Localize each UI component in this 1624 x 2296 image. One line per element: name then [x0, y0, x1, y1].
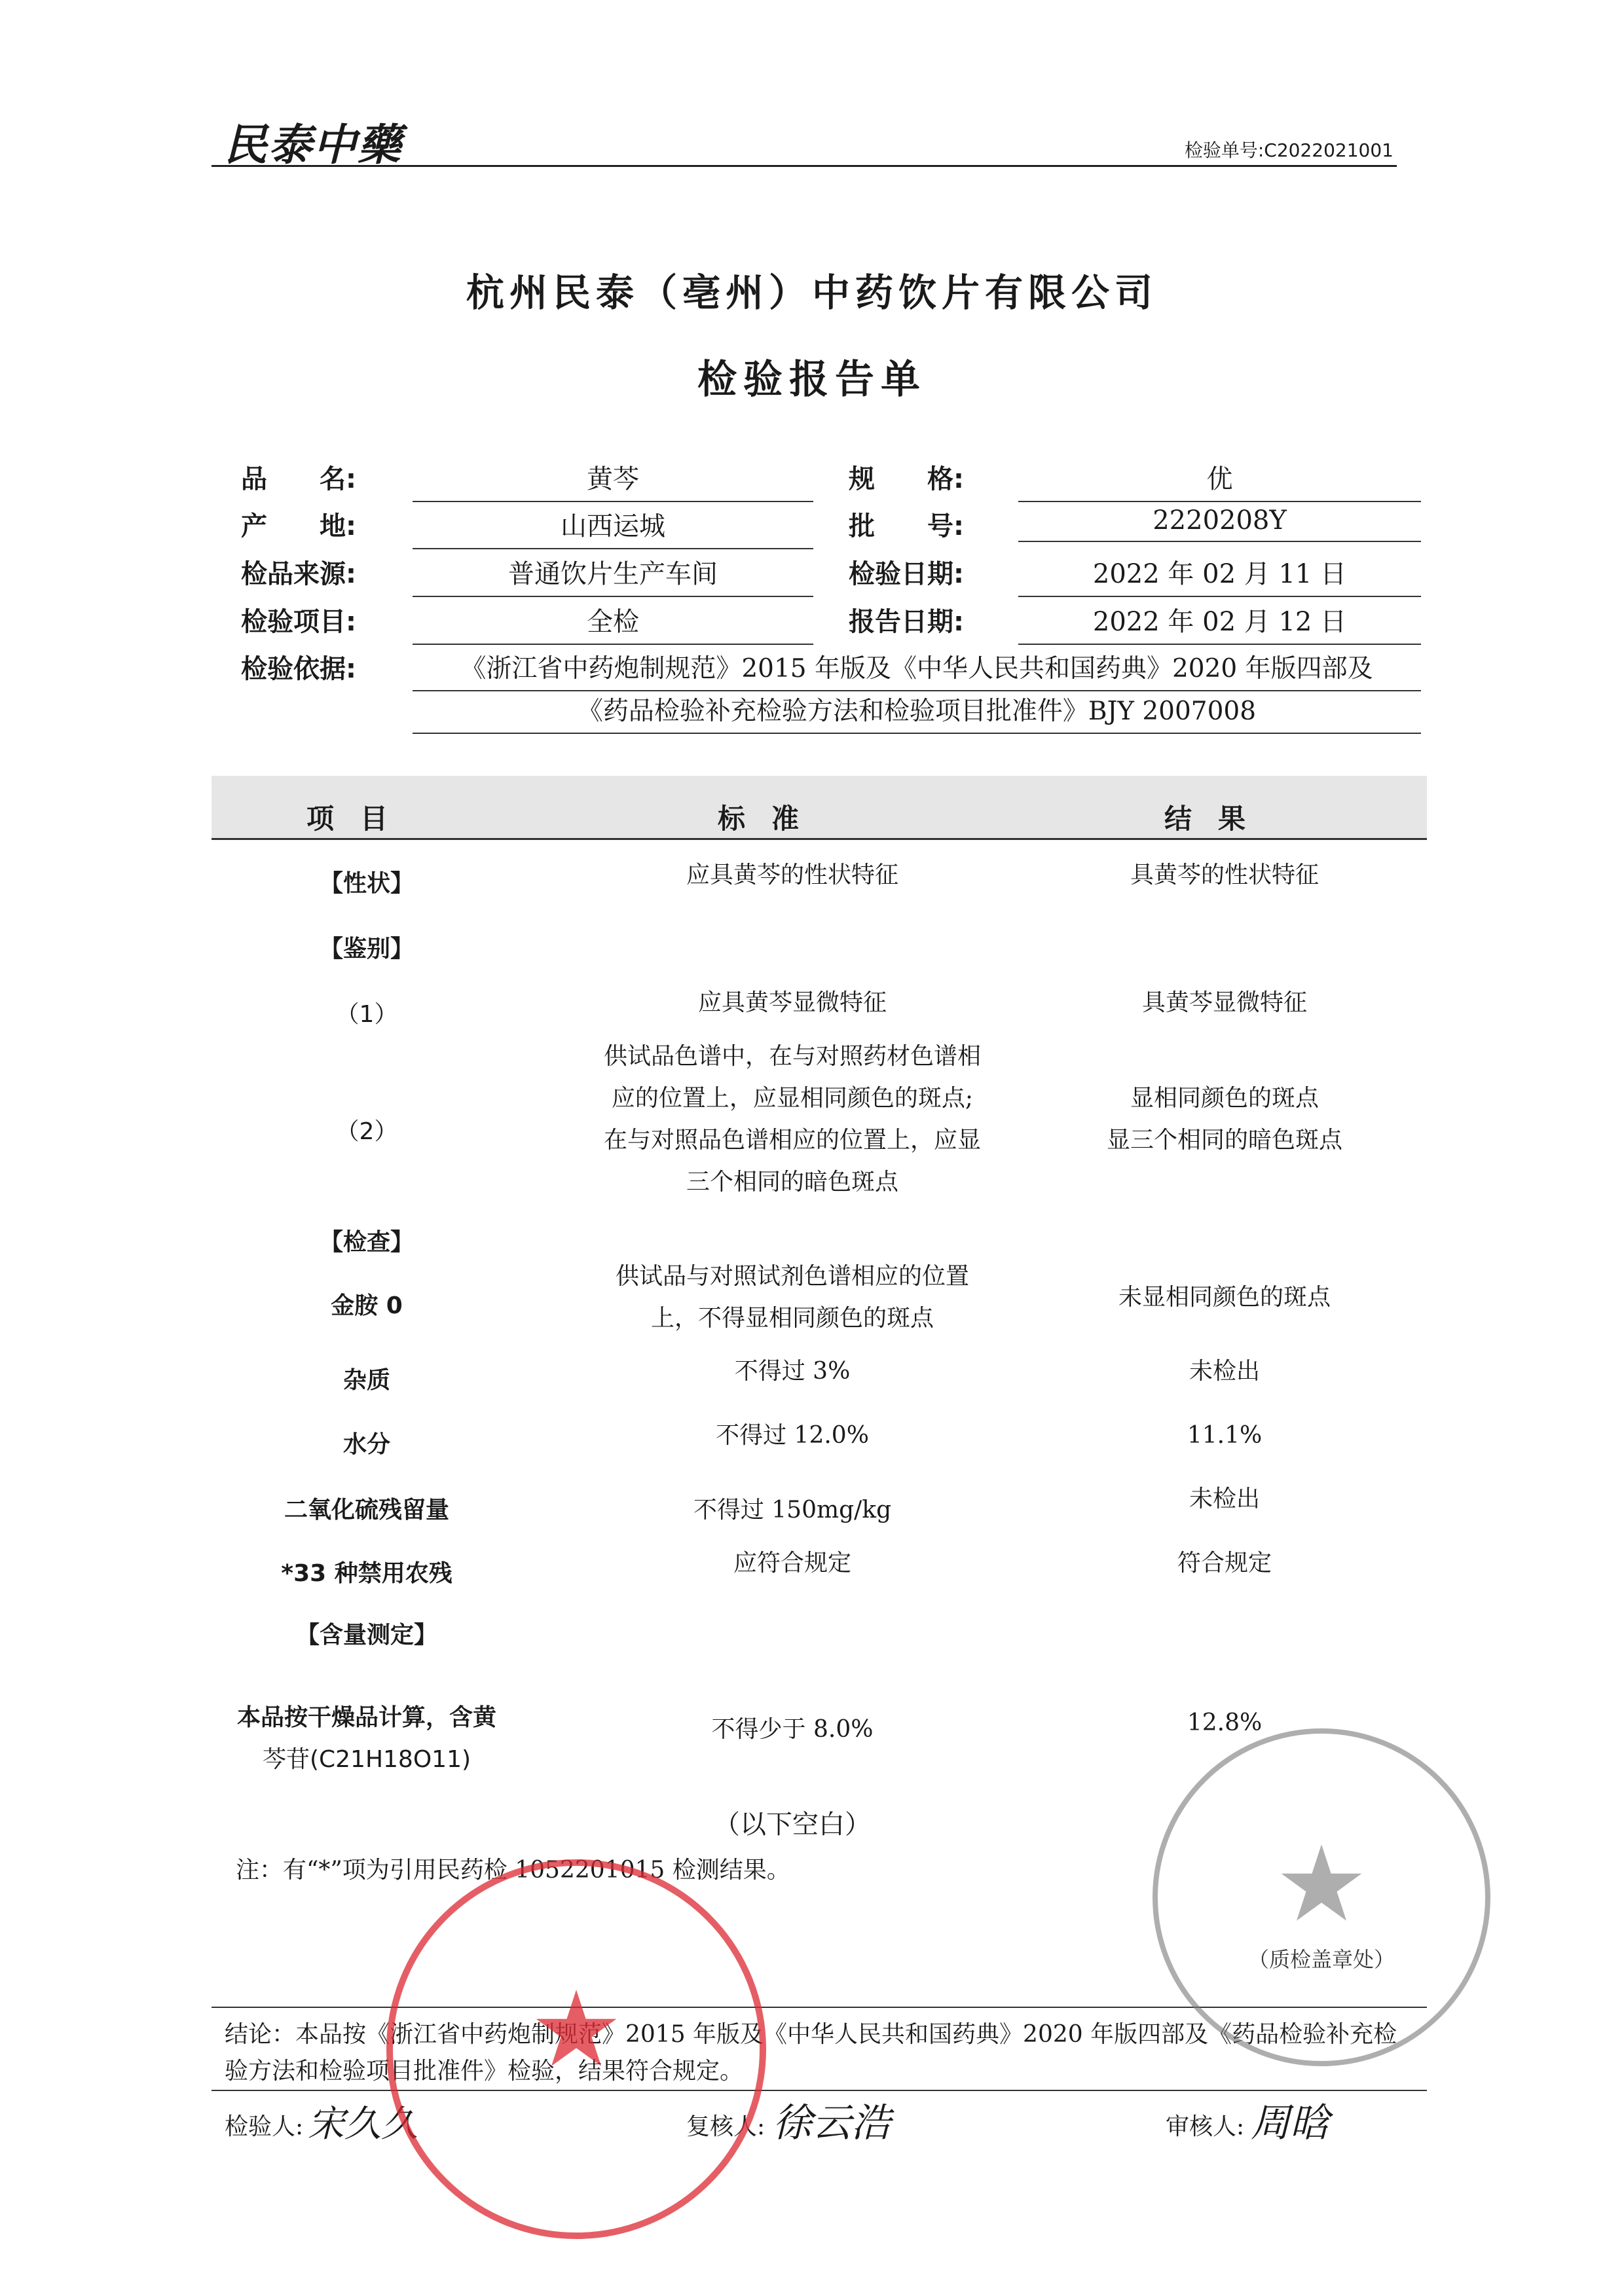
- row-jinan-result: 未显相同颜色的斑点: [1118, 1284, 1331, 1311]
- inspector-signature: 宋久久: [308, 2103, 418, 2145]
- row-baicalin-result: 12.8%: [1187, 1709, 1263, 1736]
- row-nongcan-result: 符合规定: [1177, 1550, 1272, 1576]
- row-jb2-result-2: 显三个相同的暗色斑点: [1106, 1127, 1342, 1154]
- basis-label: 检验依据:: [241, 654, 356, 684]
- conclusion-line-1: 结论：本品按《浙江省中药炮制规范》2015 年版及《中华人民共和国药典》2020 年版四部及《药品检验补充检: [225, 2021, 1397, 2048]
- row-xingzhuang-result: 具黄芩的性状特征: [1130, 862, 1319, 888]
- report-title: 检验报告单: [697, 357, 927, 403]
- row-zazhi-standard: 不得过 3%: [734, 1358, 851, 1385]
- row-so2-item: 二氧化硫残留量: [284, 1497, 449, 1523]
- row-jb2-result-1: 显相同颜色的斑点: [1130, 1085, 1319, 1112]
- inspection-seal: [1153, 1728, 1490, 2066]
- seal-inner-text: （质检盖章处）: [1247, 1947, 1395, 1972]
- row-jiancha-section: 【检查】: [319, 1229, 414, 1256]
- row-baicalin-standard: 不得少于 8.0%: [711, 1716, 874, 1743]
- row-baicalin-item-2: 芩苷(C21H18O11): [262, 1746, 471, 1773]
- row-jb2-item: （2）: [335, 1118, 398, 1145]
- row-jianbie-section: 【鉴别】: [319, 936, 414, 962]
- inspector-label: 检验人:: [225, 2113, 304, 2140]
- origin-label: 产 地:: [241, 511, 356, 541]
- seal-star-icon: ★: [1274, 1823, 1369, 1945]
- row-xingzhuang-item: 【性状】: [319, 870, 414, 897]
- report-date-value: 2022 年 02 月 12 日: [1018, 601, 1421, 645]
- row-shuifen-item: 水分: [342, 1431, 390, 1458]
- row-nongcan-standard: 应符合规定: [733, 1550, 851, 1576]
- row-jb2-standard-3: 在与对照品色谱相应的位置上，应显: [603, 1127, 981, 1154]
- col-header-item: 项目: [306, 803, 415, 835]
- conclusion-line-2: 验方法和检验项目批准件》检验，结果符合规定。: [225, 2058, 744, 2085]
- reviewer-signature: 徐云浩: [773, 2100, 891, 2146]
- footnote: 注：有“*”项为引用民药检 1052201015 检测结果。: [236, 1857, 790, 1884]
- row-jb2-standard-2: 应的位置上，应显相同颜色的斑点;: [611, 1085, 974, 1112]
- batch-value: 2220208Y: [1018, 505, 1421, 542]
- row-jb2-standard-4: 三个相同的暗色斑点: [686, 1169, 898, 1195]
- row-hanliang-section: 【含量测定】: [295, 1622, 437, 1649]
- row-jb1-standard: 应具黄芩显微特征: [697, 989, 887, 1016]
- spec-value: 优: [1018, 458, 1421, 502]
- row-jb2-standard-1: 供试品色谱中，在与对照药材色谱相: [603, 1043, 981, 1070]
- row-jb1-item: （1）: [335, 1001, 398, 1028]
- doc-number: 检验单号:C2022021001: [1184, 139, 1393, 161]
- report-date-label: 报告日期:: [849, 607, 964, 637]
- company-logo: 民泰中藥: [224, 119, 402, 170]
- row-jinan-item: 金胺 0: [331, 1292, 403, 1319]
- row-shuifen-standard: 不得过 12.0%: [716, 1422, 869, 1449]
- row-jb1-result: 具黄芩显微特征: [1141, 989, 1307, 1016]
- name-label: 品 名:: [241, 464, 356, 494]
- reviewer-label: 复核人:: [686, 2113, 766, 2140]
- col-header-result: 结果: [1164, 803, 1272, 835]
- company-name: 杭州民泰（亳州）中药饮片有限公司: [466, 270, 1158, 315]
- test-date-value: 2022 年 02 月 11 日: [1018, 553, 1421, 597]
- row-zazhi-item: 杂质: [342, 1367, 390, 1394]
- name-value: 黄芩: [413, 458, 813, 502]
- approver-signature: 周晗: [1251, 2100, 1329, 2146]
- item-label: 检验项目:: [241, 607, 356, 637]
- blank-marker: （以下空白）: [714, 1810, 871, 1840]
- approver-label: 审核人:: [1166, 2113, 1245, 2140]
- row-so2-standard: 不得过 150mg/kg: [693, 1497, 892, 1523]
- row-jinan-standard-2: 上，不得显相同颜色的斑点: [650, 1305, 934, 1332]
- batch-label: 批 号:: [849, 511, 964, 541]
- row-shuifen-result: 11.1%: [1187, 1422, 1263, 1449]
- source-value: 普通饮片生产车间: [413, 553, 813, 597]
- row-xingzhuang-standard: 应具黄芩的性状特征: [686, 862, 898, 888]
- basis-line-1: 《浙江省中药炮制规范》2015 年版及《中华人民共和国药典》2020 年版四部及: [413, 648, 1421, 691]
- col-header-standard: 标准: [718, 803, 826, 835]
- spec-label: 规 格:: [849, 464, 964, 494]
- row-nongcan-item: *33 种禁用农残: [281, 1560, 452, 1587]
- row-jinan-standard-1: 供试品与对照试剂色谱相应的位置: [615, 1263, 969, 1290]
- quality-seal: [386, 1859, 766, 2239]
- source-label: 检品来源:: [241, 559, 356, 589]
- origin-value: 山西运城: [413, 505, 813, 549]
- row-baicalin-item-1: 本品按干燥品计算，含黄: [236, 1704, 496, 1731]
- basis-line-2: 《药品检验补充检验方法和检验项目批准件》BJY 2007008: [413, 691, 1421, 734]
- row-so2-result: 未检出: [1189, 1485, 1260, 1512]
- header-divider: [212, 165, 1397, 167]
- red-seal-star-icon: ★: [529, 1968, 623, 2090]
- row-zazhi-result: 未检出: [1189, 1358, 1260, 1385]
- test-date-label: 检验日期:: [849, 559, 964, 589]
- item-value: 全检: [413, 601, 813, 645]
